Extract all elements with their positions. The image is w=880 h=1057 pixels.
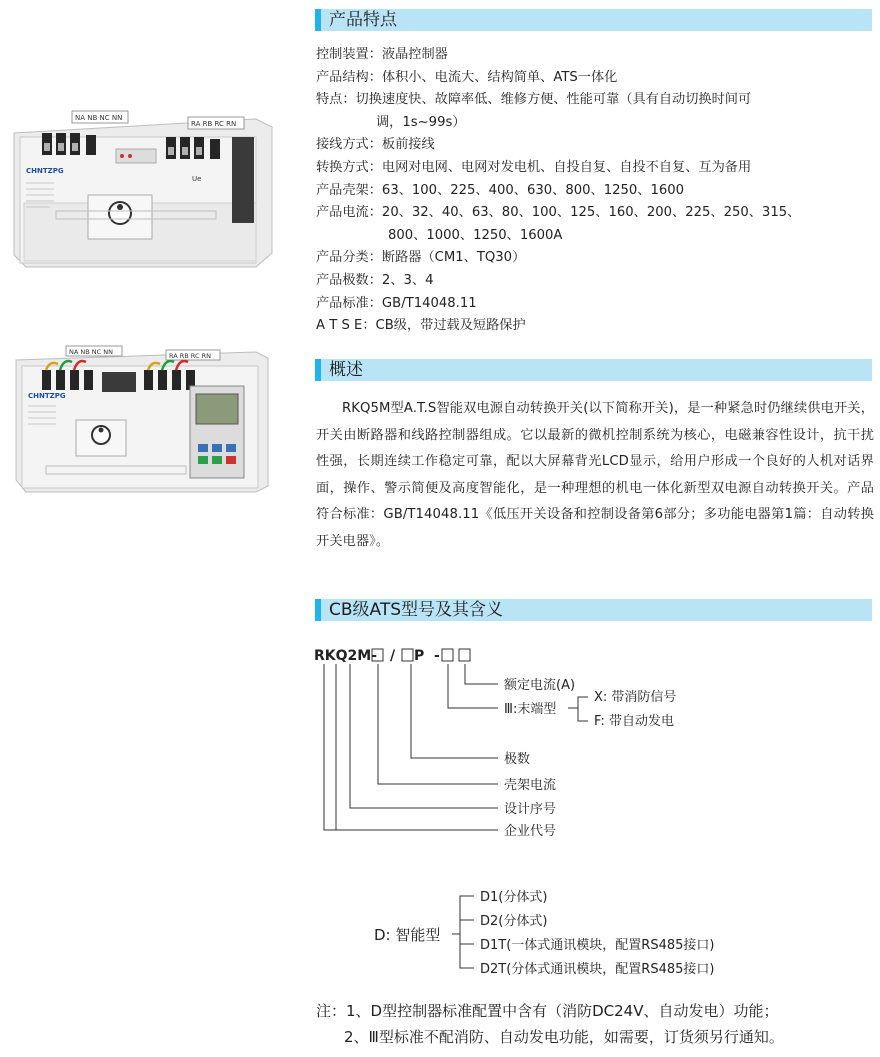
code-box-poles — [402, 649, 413, 661]
photo1-side-mark: Ue — [192, 175, 202, 183]
features-heading-text: 产品特点 — [329, 10, 397, 30]
model-code-diagram — [310, 638, 750, 850]
smart-type-diagram — [370, 886, 750, 982]
model-heading — [315, 599, 872, 621]
overview-paragraph: RKQ5M型A.T.S智能双电源自动转换开关(以下简称开关)，是一种紧急时仍继续供电开关，开关由断路器和线路控制器组成。它以最新的微机控制系统为核心，电磁兼容性设计，抗干扰性强，长期连续工作稳定可靠，配以大屏幕背光LCD显示，给用户形成一个良好的人机对话界面，操作、警示简便及高度智能化，是一种理想的机电一体化新型双电源自动转换开关。产品符合标准：GB/T14048.11《低压开关设备和控制设备第6部分；多功能电器第1篇：自动转换开关电器》。 — [316, 401, 874, 549]
feature-row: 转换方式：电网对电网、电网对发电机、自投自复、自投不自复、互为备用 — [316, 159, 752, 175]
code-box-terminal — [442, 649, 453, 661]
overview-heading-text: 概述 — [329, 360, 363, 380]
feature-row: 产品结构：体积小、电流大、结构简单、ATS一体化 — [316, 69, 618, 85]
photo1-right-label: RA RB RC RN — [191, 120, 237, 128]
smart-bracket — [452, 896, 474, 968]
feature-row: 产品电流：20、32、40、63、80、100、125、160、200、225、250、315、 — [316, 205, 801, 221]
label-x-option: X: 带消防信号 — [594, 690, 677, 705]
photo2-right-label: RA RB RC RN — [169, 352, 211, 360]
feature-row: 800、1000、1250、1600A — [388, 227, 563, 243]
label-f-option: F: 带自动发电 — [594, 714, 674, 729]
label-terminal-type: Ⅲ:末端型 — [504, 702, 557, 717]
feature-row: 产品分类：断路器（CM1、TQ30） — [316, 250, 526, 266]
product-photo-ats-lcd — [6, 340, 278, 496]
feature-row: 产品壳架：63、100、225、400、630、800、1250、1600 — [316, 182, 685, 198]
overview-heading — [315, 359, 872, 381]
product-photo-ats-basic — [6, 103, 278, 275]
model-code-p: P — [414, 648, 425, 664]
features-list — [316, 44, 800, 338]
note-line-2: 2、Ⅲ型标准不配消防、自动发电功能，如需要，订货须另行通知。 — [344, 1028, 784, 1046]
photo2-left-label: NA NB NC NN — [69, 348, 113, 356]
notes — [316, 998, 784, 1050]
feature-row: 产品极数：2、3、4 — [316, 272, 434, 288]
label-design-serial: 设计序号 — [504, 802, 557, 817]
feature-row: 控制装置：液晶控制器 — [316, 47, 448, 62]
model-code-prefix: RKQ2M- — [314, 648, 378, 664]
model-code-slash: / — [390, 648, 396, 664]
smart-item-d1t: D1T(一体式通讯模块，配置RS485接口) — [480, 938, 715, 953]
feature-row: 特点：切换速度快、故障率低、维修方便、性能可靠（具有自动切换时间可 — [316, 92, 752, 108]
photo1-brand: CHNTZPG — [26, 167, 64, 175]
smart-type-label: D: 智能型 — [374, 926, 441, 944]
feature-row: 产品标准：GB/T14048.11 — [316, 295, 477, 311]
label-poles: 极数 — [504, 752, 531, 767]
photo1-left-label: NA NB NC NN — [75, 114, 123, 122]
label-company-code: 企业代号 — [504, 824, 557, 839]
label-frame-current: 壳架电流 — [504, 778, 557, 793]
feature-row: A T S E：CB级，带过载及短路保护 — [316, 318, 526, 334]
smart-item-d1: D1(分体式) — [480, 890, 548, 905]
note-line-1: 注：1、D型控制器标准配置中含有（消防DC24V、自动发电）功能； — [316, 1002, 779, 1020]
smart-item-d2: D2(分体式) — [480, 914, 548, 929]
smart-item-d2t: D2T(分体式通讯模块，配置RS485接口) — [480, 962, 715, 977]
feature-row: 调，1s~99s） — [376, 114, 466, 130]
features-heading — [315, 9, 872, 31]
feature-row: 接线方式：板前接线 — [316, 137, 435, 153]
label-rated-current: 额定电流(A) — [504, 678, 576, 693]
code-box-option — [459, 649, 470, 661]
model-heading-text: CB级ATS型号及其含义 — [329, 600, 504, 620]
model-code-dash: - — [434, 648, 440, 664]
photo2-brand: CHNTZPG — [28, 392, 66, 400]
